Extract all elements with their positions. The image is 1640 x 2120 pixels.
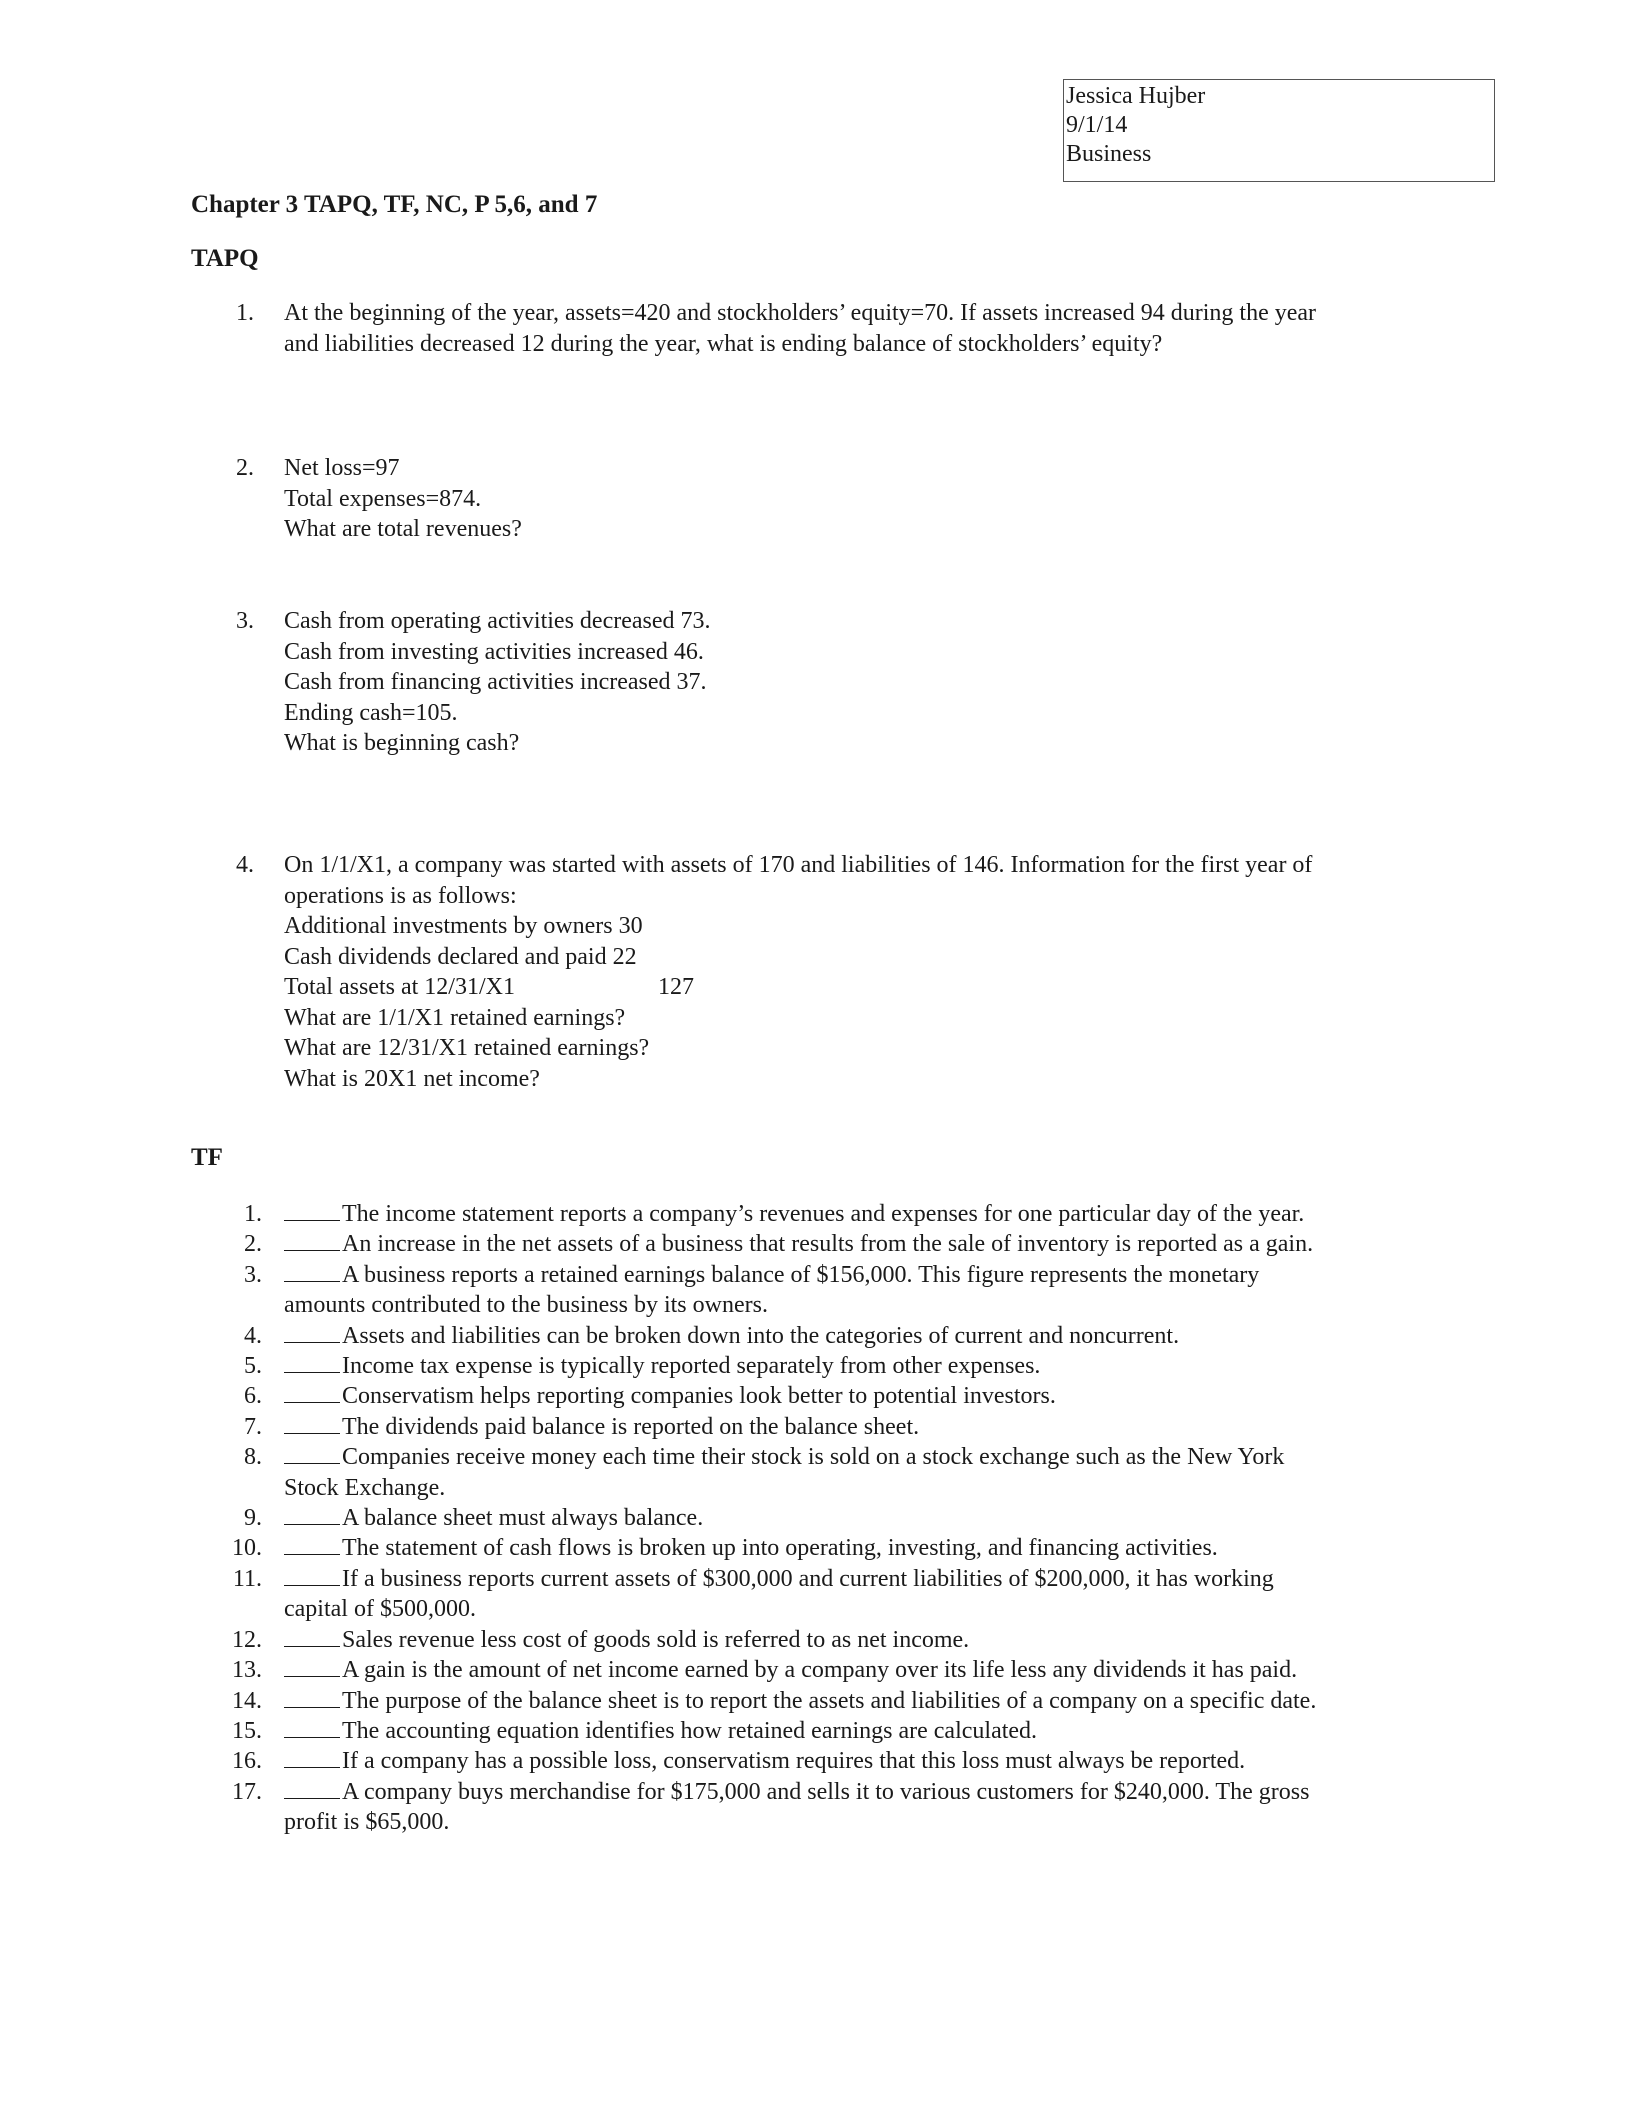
answer-blank[interactable] xyxy=(284,1261,340,1282)
section-heading-tf: TF xyxy=(191,1144,223,1171)
question-number: 2. xyxy=(236,455,254,481)
tf-statement: The purpose of the balance sheet is to report the assets and liabilities of a company on a specific date. xyxy=(342,1687,1317,1714)
tf-statement: A balance sheet must always balance. xyxy=(342,1505,704,1532)
student-info-box xyxy=(1063,79,1495,182)
tf-statement: A company buys merchandise for $175,000 and sells it to various customers for $240,000. The gross xyxy=(342,1778,1310,1805)
tf-item xyxy=(0,1381,1640,1411)
tf-item xyxy=(0,1442,1640,1503)
tf-item xyxy=(0,1503,1640,1533)
tf-item-number: 8. xyxy=(244,1444,262,1471)
tf-item-number: 3. xyxy=(244,1261,262,1288)
tf-statement-continued: capital of $500,000. xyxy=(284,1596,476,1623)
tf-item xyxy=(0,1564,1640,1625)
question-line: Total expenses=874. xyxy=(284,485,482,512)
question-line: and liabilities decreased 12 during the year, what is ending balance of stockholders’ equity? xyxy=(284,330,1163,357)
question-line: Ending cash=105. xyxy=(284,699,458,726)
true-false-list xyxy=(0,1199,1640,1838)
question-line-tabbed xyxy=(284,972,1434,1003)
tf-statement: A gain is the amount of net income earned by a company over its life less any dividends it has paid. xyxy=(342,1657,1298,1684)
question-line: Cash from investing activities increased 46. xyxy=(284,638,704,665)
tf-statement: The income statement reports a company’s revenues and expenses for one particular day of the year. xyxy=(342,1201,1305,1227)
answer-blank[interactable] xyxy=(284,1565,340,1586)
answer-blank[interactable] xyxy=(284,1382,340,1403)
student-name: Jessica Hujber xyxy=(1066,83,1206,109)
tf-statement: Conservatism helps reporting companies look better to potential investors. xyxy=(342,1383,1056,1410)
tf-item xyxy=(0,1260,1640,1321)
tf-item xyxy=(0,1351,1640,1381)
answer-blank[interactable] xyxy=(284,1656,340,1677)
tf-item-number: 17. xyxy=(232,1778,262,1805)
answer-blank[interactable] xyxy=(284,1747,340,1768)
answer-blank[interactable] xyxy=(284,1200,340,1221)
answer-blank[interactable] xyxy=(284,1534,340,1555)
answer-blank[interactable] xyxy=(284,1717,340,1738)
question-number: 3. xyxy=(236,608,254,634)
question-line: Cash dividends declared and paid 22 xyxy=(284,943,637,970)
question-line: operations is as follows: xyxy=(284,882,517,909)
tf-item xyxy=(0,1625,1640,1655)
question-line: What is beginning cash? xyxy=(284,730,520,756)
tf-item-number: 12. xyxy=(232,1626,262,1653)
tf-statement: The statement of cash flows is broken up into operating, investing, and financing activities. xyxy=(342,1535,1218,1562)
question-line: What are total revenues? xyxy=(284,516,522,542)
question-line: On 1/1/X1, a company was started with assets of 170 and liabilities of 146. Information for the first year of xyxy=(284,852,1313,878)
question-line: At the beginning of the year, assets=420 and stockholders’ equity=70. If assets increased 94 during the year xyxy=(284,300,1317,326)
question-line: What are 1/1/X1 retained earnings? xyxy=(284,1004,626,1031)
tf-item-number: 14. xyxy=(232,1687,262,1714)
assignment-date: 9/1/14 xyxy=(1066,112,1128,138)
answer-blank[interactable] xyxy=(284,1504,340,1525)
tf-item xyxy=(0,1777,1640,1838)
question-line: Cash from financing activities increased 37. xyxy=(284,669,707,695)
answer-blank[interactable] xyxy=(284,1352,340,1373)
answer-blank[interactable] xyxy=(284,1322,340,1343)
tf-item-number: 4. xyxy=(244,1322,262,1349)
tf-item-number: 9. xyxy=(244,1505,262,1532)
tf-item xyxy=(0,1533,1640,1563)
tf-statement: If a business reports current assets of $300,000 and current liabilities of $200,000, it has working xyxy=(342,1565,1274,1592)
tf-statement: A business reports a retained earnings balance of $156,000. This figure represents the monetary xyxy=(342,1261,1260,1288)
tf-item-number: 16. xyxy=(232,1748,262,1775)
question-line: Additional investments by owners 30 xyxy=(284,913,643,939)
tf-item-number: 11. xyxy=(232,1565,262,1592)
tf-statement: Companies receive money each time their stock is sold on a stock exchange such as the New York xyxy=(342,1444,1285,1471)
tf-statement: Income tax expense is typically reported separately from other expenses. xyxy=(342,1353,1041,1380)
tf-item xyxy=(0,1716,1640,1746)
tf-item xyxy=(0,1746,1640,1776)
total-assets-label: Total assets at 12/31/X1 xyxy=(284,974,515,1000)
tf-statement-continued: Stock Exchange. xyxy=(284,1474,446,1501)
tf-item-number: 13. xyxy=(232,1657,262,1684)
question-line: Net loss=97 xyxy=(284,455,400,481)
answer-blank[interactable] xyxy=(284,1687,340,1708)
tf-statement-continued: profit is $65,000. xyxy=(284,1809,450,1836)
answer-blank[interactable] xyxy=(284,1413,340,1434)
course-subject: Business xyxy=(1066,141,1152,167)
tf-item-number: 6. xyxy=(244,1383,262,1410)
answer-blank[interactable] xyxy=(284,1443,340,1464)
tf-statement: Assets and liabilities can be broken down into the categories of current and noncurrent. xyxy=(342,1322,1180,1349)
tf-item xyxy=(0,1229,1640,1259)
question-number: 1. xyxy=(236,300,254,326)
tf-item xyxy=(0,1412,1640,1442)
question-number: 4. xyxy=(236,852,254,878)
tf-item xyxy=(0,1321,1640,1351)
tf-statement: The dividends paid balance is reported on the balance sheet. xyxy=(342,1413,920,1440)
tf-item xyxy=(0,1686,1640,1716)
tf-item xyxy=(0,1199,1640,1229)
tf-item-number: 1. xyxy=(244,1201,262,1227)
tf-item-number: 2. xyxy=(244,1231,262,1258)
tf-statement: If a company has a possible loss, conservatism requires that this loss must always be reported. xyxy=(342,1748,1246,1775)
answer-blank[interactable] xyxy=(284,1778,340,1799)
tf-item-number: 5. xyxy=(244,1353,262,1380)
question-line: What is 20X1 net income? xyxy=(284,1065,540,1092)
answer-blank[interactable] xyxy=(284,1230,340,1251)
tf-item-number: 7. xyxy=(244,1413,262,1440)
tf-item xyxy=(0,1655,1640,1685)
document-title: Chapter 3 TAPQ, TF, NC, P 5,6, and 7 xyxy=(191,191,598,218)
tf-statement: The accounting equation identifies how retained earnings are calculated. xyxy=(342,1717,1038,1744)
question-line: What are 12/31/X1 retained earnings? xyxy=(284,1035,650,1061)
tf-item-number: 10. xyxy=(232,1535,262,1562)
tf-statement-continued: amounts contributed to the business by its owners. xyxy=(284,1292,768,1319)
question-line: Cash from operating activities decreased 73. xyxy=(284,608,711,634)
tf-item-number: 15. xyxy=(232,1717,262,1744)
answer-blank[interactable] xyxy=(284,1626,340,1647)
tf-statement: An increase in the net assets of a business that results from the sale of inventory is reported as a gain. xyxy=(342,1231,1314,1258)
section-heading-tapq: TAPQ xyxy=(191,245,259,272)
total-assets-value: 127 xyxy=(658,974,694,1000)
tf-statement: Sales revenue less cost of goods sold is referred to as net income. xyxy=(342,1626,970,1653)
